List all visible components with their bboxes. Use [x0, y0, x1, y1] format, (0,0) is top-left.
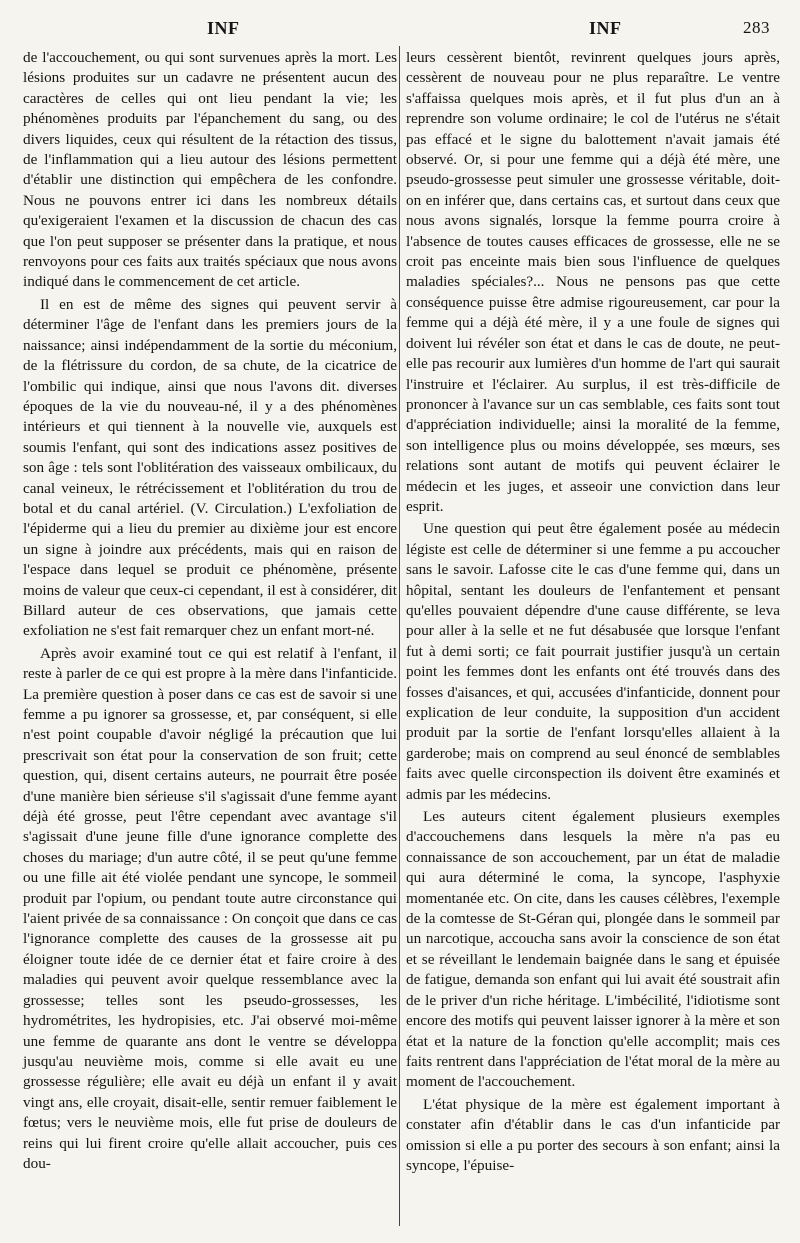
- running-header: [0, 14, 800, 42]
- right-column: [406, 48, 780, 1176]
- right-paragraph-4: L'état physique de la mère est également important à constater afin d'établir dans le cas d'un infanticide par omission si elle a pu porter des secours à son enfant; ainsi la syncope, l'épuise-: [406, 1095, 780, 1174]
- left-paragraph-2: Il en est de même des signes qui peuvent servir à déterminer l'âge de l'enfant dans les premiers jours de la naissance; ainsi indépendamment de la sortie du méconium, de la flétrissure du cordon, de sa chute, de la cicatrice de l'ombilic qui indique, ainsi que nous l'avons dit. diverses époques de la vie du nouveau-né, il y a des phénomènes intérieurs et qui tiennent à la nouvelle vie, auxquels est soumis l'enfant, qui sont des indications assez positives de son âge : tels sont l'oblitération des vaisseaux ombilicaux, du canal veineux, le rétrécissement et l'oblitération du trou de botal et du canal artériel. (V. Circulation.) L'exfoliation de l'épiderme qui a lieu du premier au dixième jour est encore un signe à joindre aux précédents, mais qui en raison de l'espace dans lequel se produit ce phénomène, présente moins de valeur que ceux-ci cependant, il est à considérer, dit Billard auteur de ces observations, que jamais cette exfoliation ne s'est fait remarquer chez un enfant mort-né.: [23, 295, 397, 640]
- header-left-word: INF: [207, 18, 240, 38]
- column-divider: [399, 46, 400, 1226]
- header-right-word: INF: [589, 18, 622, 38]
- page-number: 283: [743, 18, 770, 37]
- right-paragraph-1: leurs cessèrent bientôt, revinrent quelques jours après, cessèrent de nouveau pour ne plus reparaître. Le ventre s'affaissa quelques mois après, et il fut plus d'un an à reprendre son volume ordinaire; le col de l'utérus ne s'était pas effacé et le signe du balottement n'avait jamais été observé. Or, si pour une femme qui a déjà été mère, une pseudo-grossesse peut simuler une grossesse véritable, doit-on en inférer que, dans certains cas, et surtout dans ceux que nous avons signalés, lorsque la femme pourra croire à l'absence de toutes causes efficaces de grossesse, elle ne se croit pas enceinte mais bien sous l'influence de quelques maladies spéciales?... Nous ne pensons pas que cette conséquence puisse être admise rigoureusement, car pour la femme qui a déjà été mère, il y a une foule de signes qui doivent lui révéler son état et dans le cas de doute, ne peut-elle pas recourir aux lumières d'un homme de l'art qui saurait l'instruire et l'éclairer. Au surplus, il est très-difficile de prononcer à l'avance sur un cas semblable, ces faits sont tout d'appréciation individuelle; ainsi la moralité de la femme, son intelligence plus ou moins développée, ses mœurs, ses relations sont autant de motifs qui peuvent éclairer le médecin et les juges, et asseoir une conviction dans leur esprit.: [406, 49, 780, 515]
- left-paragraph-3: Après avoir examiné tout ce qui est relatif à l'enfant, il reste à parler de ce qui est propre à la mère dans l'infanticide. La première question à poser dans ce cas est de savoir si une femme a pu ignorer sa grossesse, et, par conséquent, si elle n'est point coupable d'avoir négligé la précaution que lui prescrivait son état pour la conservation de son fruit; cette question, qui, disent certains auteurs, ne pourrait être posée d'une manière bien sérieuse s'il s'agissait d'une femme ayant déjà été grosse, peut l'être cependant avec avantage s'il s'agissait d'une jeune fille d'une ignorance complette des choses du mariage; d'un autre côté, il se peut qu'une femme ou une fille ait été violée pendant une syncope, le sommeil produit par l'opium, ou pendant toute autre circonstance qui l'aient privée de sa connaissance : On conçoit que dans ce cas l'ignorance complette des causes de la grossesse ait pu éloigner toute idée de ce dernier état et faire croire à des maladies qui peuvent avoir quelque ressemblance avec la grossesse; telles sont les pseudo-grossesses, les hydrométrites, les hydropisies, etc. J'ai observé moi-même une femme de quarante ans dont le ventre se développa jusqu'au neuvième mois, comme si elle avait eu une grossesse régulière; elle avait eu déjà un enfant il y avait vingt ans, elle croyait, disait-elle, sentir remuer faiblement le fœtus; vers le neuvième mois, elle fut prise de douleurs de reins qui lui firent croire qu'elle allait accoucher, puis ces dou-: [23, 644, 397, 1172]
- left-paragraph-1: de l'accouchement, ou qui sont survenues après la mort. Les lésions produites sur un cadavre ne présentent aucun des caractères de celles qui ont lieu pendant la vie; les phénomènes produits par l'épanchement du sang, ou des divers liquides, ceux qui résultent de la rétaction des tissus, de l'inflammation qui a lieu autour des lésions permettent d'établir une distinction qui empêchera de les confondre. Nous ne pouvons entrer ici dans les nombreux détails qu'exigeraient l'examen et la discussion de chacun des cas que l'on peut supposer se présenter dans la pratique, et nous renvoyons pour ces faits aux traités spéciaux que nous avons indiqué dans le commencement de cet article.: [23, 49, 397, 291]
- right-paragraph-3: Les auteurs citent également plusieurs exemples d'accouchemens dans lesquels la mère n'a pas eu connaissance de son accouchement, par un état de maladie qui aura déterminé le coma, la syncope, l'asphyxie momentanée etc. On cite, dans les causes célèbres, l'exemple de la comtesse de St-Géran qui, plongée dans le sommeil par un narcotique, accoucha sans avoir la conscience de son état et se réveillant le lendemain baignée dans le sang et épuisée de fatigue, demanda son enfant qui lui avait été soustrait afin de le priver d'un riche héritage. L'imbécilité, l'idiotisme sont encore des motifs qui peuvent laisser ignorer à la mère et son état et la nature de la fonction qu'elle accomplit; mais ces faits rentrent dans l'appréciation de l'état moral de la mère au moment de l'accouchement.: [406, 808, 780, 1091]
- left-column: [23, 48, 397, 1174]
- right-paragraph-2: Une question qui peut être également posée au médecin légiste est celle de déterminer si une femme a pu accoucher sans le savoir. Lafosse cite le cas d'une femme qui, dans un hôpital, sentant les douleurs de l'enfantement et pensant qu'elles pouvaient dépendre d'une cause différente, se leva pour aller à la selle et ne fut désabusée que lorsque l'enfant fut à demi sorti; ce fait pourrait justifier jusqu'à un certain point les femmes dont les enfants ont été trouvés dans des fosses d'aisances, et qui, accusées d'infanticide, donnent pour explication de leur conduite, la supposition d'un accident produit par la sortie de l'enfant lorsqu'elles allaient à la garderobe; mais on comprend au seul énoncé de semblables faits avec quelle circonspection ils doivent être examinés et admis par les médecins.: [406, 520, 780, 803]
